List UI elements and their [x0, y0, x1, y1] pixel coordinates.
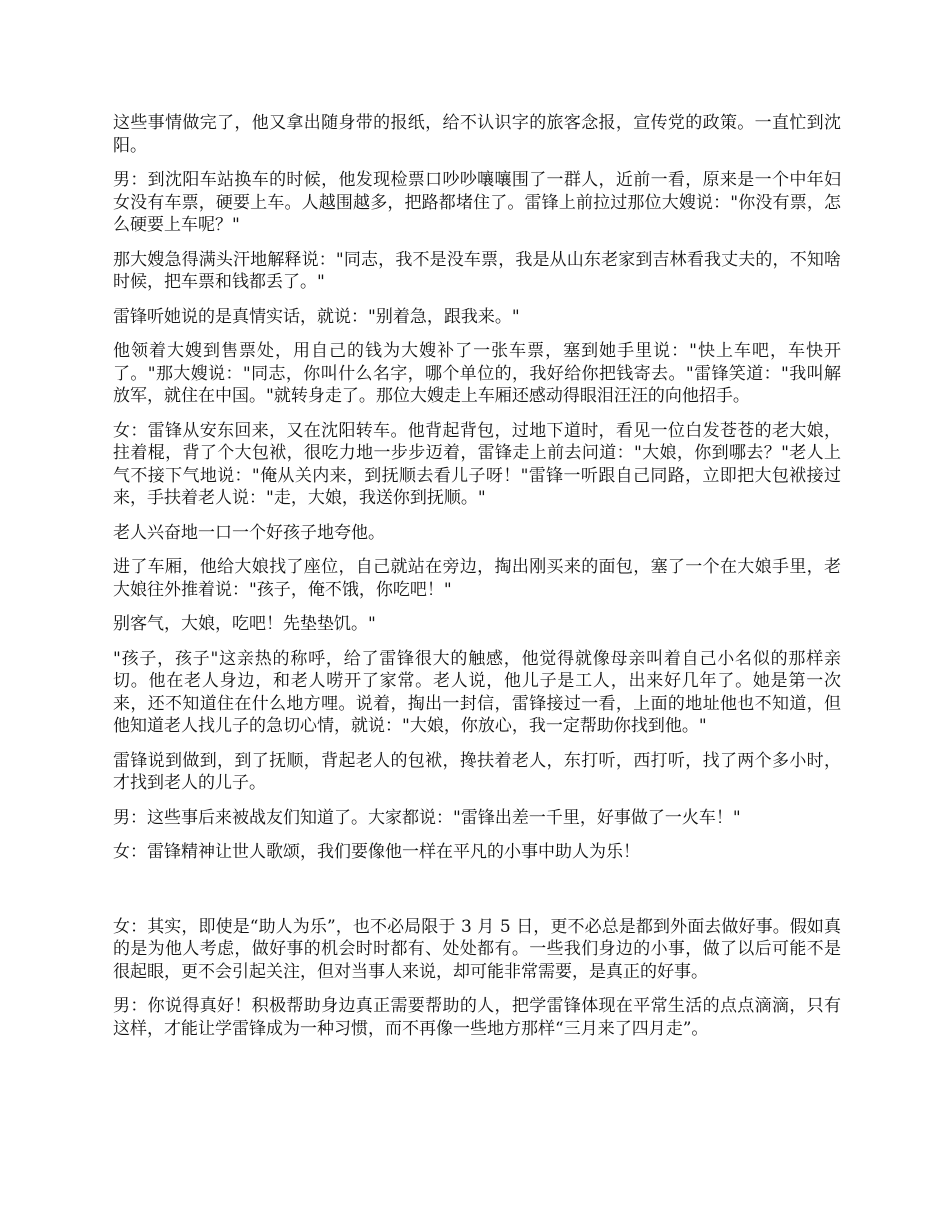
paragraph-2: 男：到沈阳车站换车的时候，他发现检票口吵吵嚷嚷围了一群人，近前一看，原来是一个中年妇女没有车票，硬要上车。人越围越多，把路都堵住了。雷锋上前拉过那位大嫂说："你没有票，怎么硬要上车呢？"	[113, 170, 841, 235]
section-gap	[113, 876, 841, 916]
paragraph-14: 女：其实，即使是“助人为乐”，也不必局限于 3 月 5 日，更不必总是都到外面去做好事。假如真的是为他人考虑，做好事的机会时时都有、处处都有。一些我们身边的小事，做了以后可能不是很起眼，更不会引起关注，但对当事人来说，却可能非常需要，是真正的好事。	[113, 916, 841, 982]
paragraph-10: "孩子，孩子"这亲热的称呼，给了雷锋很大的触感，他觉得就像母亲叫着自己小名似的那样亲切。他在老人身边，和老人唠开了家常。老人说，他儿子是工人，出来好几年了。她是第一次来，还不知道住在什么地方哩。说着，掏出一封信，雷锋接过一看，上面的地址他也不知道，但他知道老人找儿子的急切心情，就说："大娘，你放心，我一定帮助你找到他。"	[113, 648, 841, 736]
paragraph-7: 老人兴奋地一口一个好孩子地夸他。	[113, 522, 385, 543]
paragraph-4: 雷锋听她说的是真情实话，就说："别着急，跟我来。"	[113, 306, 520, 327]
document-page	[113, 112, 841, 1052]
paragraph-11: 雷锋说到做到，到了抚顺，背起老人的包袱，搀扶着老人，东打听，西打听，找了两个多小时，才找到老人的儿子。	[113, 750, 841, 793]
paragraph-6: 女：雷锋从安东回来，又在沈阳转车。他背起背包，过地下道时，看见一位白发苍苍的老大娘，拄着棍，背了个大包袱，很吃力地一步步迈着，雷锋走上前去问道："大娘，你到哪去？"老人上气不接下气地说："俺从关内来，到抚顺去看儿子呀！"雷锋一听跟自己同路，立即把大包袱接过来，手扶着老人说："走，大娘，我送你到抚顺。"	[113, 420, 841, 508]
paragraph-9: 别客气，大娘，吃吧！先垫垫饥。"	[113, 614, 376, 634]
paragraph-3: 那大嫂急得满头汗地解释说："同志，我不是没车票，我是从山东老家到吉林看我丈夫的，不知啥时候，把车票和钱都丢了。"	[113, 249, 841, 292]
paragraph-1: 这些事情做完了，他又拿出随身带的报纸，给不认识字的旅客念报，宣传党的政策。一直忙到沈阳。	[113, 113, 841, 156]
paragraph-12: 男：这些事后来被战友们知道了。大家都说："雷锋出差一千里，好事做了一火车！"	[113, 807, 741, 828]
paragraph-5: 他领着大嫂到售票处，用自己的钱为大嫂补了一张车票，塞到她手里说："快上车吧，车快开了。"那大嫂说："同志，你叫什么名字，哪个单位的，我好给你把钱寄去。"雷锋笑道："我叫解放军，就住在中国。"就转身走了。那位大嫂走上车厢还感动得眼泪汪汪的向他招手。	[113, 341, 841, 406]
paragraph-15: 男：你说得真好！积极帮助身边真正需要帮助的人，把学雷锋体现在平常生活的点点滴滴，只有这样，才能让学雷锋成为一种习惯，而不再像一些地方那样“三月来了四月走”。	[113, 996, 841, 1039]
paragraph-13: 女：雷锋精神让世人歌颂，我们要像他一样在平凡的小事中助人为乐！	[113, 842, 640, 862]
paragraph-8: 进了车厢，他给大娘找了座位，自己就站在旁边，掏出刚买来的面包，塞了一个在大娘手里，老大娘往外推着说："孩子，俺不饿，你吃吧！"	[113, 557, 841, 600]
